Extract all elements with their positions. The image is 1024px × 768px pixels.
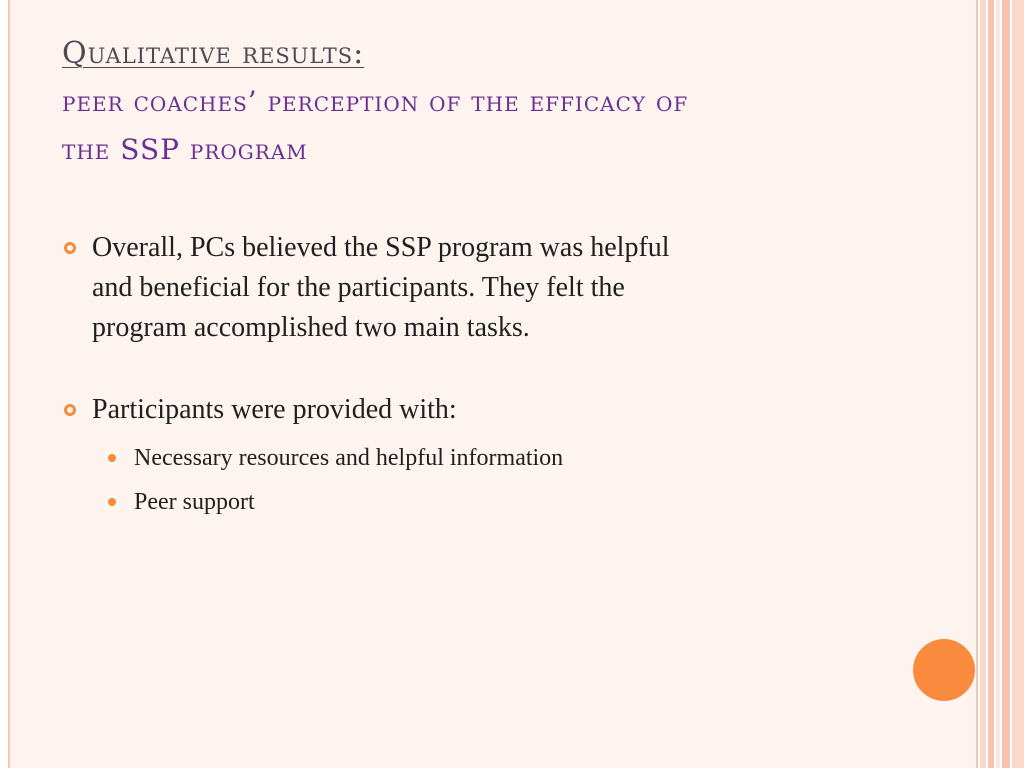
decorative-stripe: [980, 0, 986, 768]
dot-bullet-icon: [108, 454, 116, 462]
bullet-item: [62, 390, 942, 430]
decorative-circle: [913, 639, 975, 701]
sub-bullet-text: Peer support: [134, 489, 255, 515]
slide-subtitle: [62, 78, 962, 174]
decorative-stripe: [1012, 0, 1024, 768]
bullet-text-line: program accomplished two main tasks.: [92, 312, 530, 343]
subtitle-line: peer coaches’ perception of the efficacy of: [62, 85, 689, 118]
sub-bullet-item: [106, 480, 942, 524]
bullet-text-line: Overall, PCs believed the SSP program was helpful: [92, 232, 670, 263]
sub-bullet-list: [106, 436, 942, 524]
decorative-stripe: [988, 0, 994, 768]
ring-bullet-icon: [64, 242, 76, 254]
bullet-text-line: Participants were provided with:: [92, 394, 457, 425]
bullet-list: [62, 228, 942, 524]
ring-bullet-icon: [64, 404, 76, 416]
bullet-text-line: and beneficial for the participants. They felt the: [92, 272, 625, 303]
sub-bullet-item: [106, 436, 942, 480]
slide-title: Qualitative results:: [62, 36, 365, 71]
title-block: [62, 34, 962, 174]
subtitle-line: the SSP program: [62, 133, 308, 166]
decorative-stripe: [1002, 0, 1010, 768]
bullet-item: [62, 228, 942, 348]
dot-bullet-icon: [108, 498, 116, 506]
sub-bullet-text: Necessary resources and helpful information: [134, 445, 564, 471]
decorative-stripe: [996, 0, 1000, 768]
